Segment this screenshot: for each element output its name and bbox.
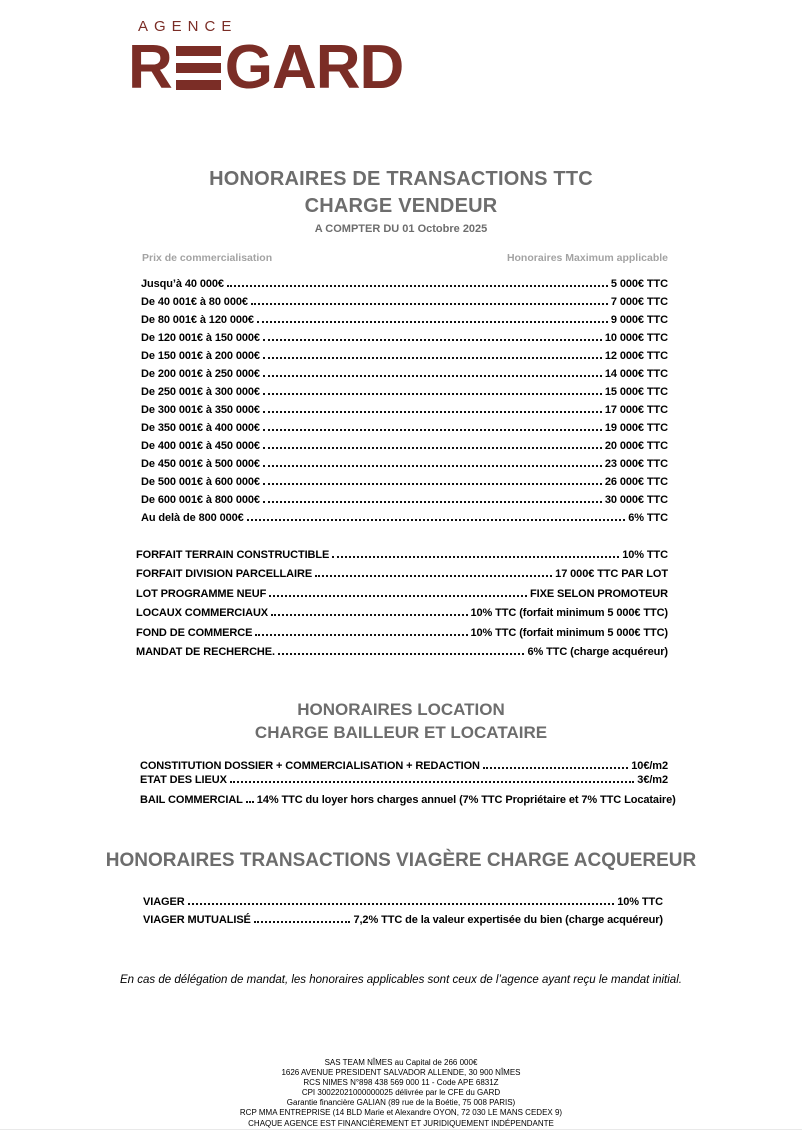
fee-value: 30 000€ TTC	[604, 494, 668, 506]
vendor-section-heading	[0, 166, 802, 235]
logo-letters-gard: GARD	[224, 33, 404, 102]
fee-row	[143, 890, 663, 908]
dotted-leader	[263, 501, 602, 503]
fee-row	[136, 380, 668, 398]
fee-value: 10% TTC (forfait minimum 5 000€ TTC)	[470, 626, 668, 639]
fee-row	[143, 908, 663, 926]
viager-section-heading: HONORAIRES TRANSACTIONS VIAGÈRE CHARGE ACQUEREUR	[105, 850, 697, 871]
fee-label: LOCAUX COMMERCIAUX	[136, 607, 269, 619]
fee-row	[136, 506, 668, 524]
fee-label: De 40 001€ à 80 000€	[141, 296, 248, 308]
fee-value: 20 000€ TTC	[604, 440, 668, 452]
fee-label: De 120 001€ à 150 000€	[141, 332, 260, 344]
fee-value: 5 000€ TTC	[610, 278, 668, 290]
location-fee-rows	[136, 757, 676, 806]
dotted-leader	[263, 483, 602, 485]
legal-footer-line: 1626 AVENUE PRESIDENT SALVADOR ALLENDE, 30 900 NÎMES	[281, 1068, 521, 1078]
fee-row	[136, 344, 668, 362]
delegation-note: En cas de délégation de mandat, les honoraires applicables sont ceux de l’agence ayant reçu le mandat initial.	[120, 973, 682, 986]
dotted-leader	[263, 357, 602, 359]
legal-footer-line: CPI 30022021000000025 délivrée par le CFE du GARD	[301, 1088, 501, 1098]
fee-row	[136, 561, 668, 581]
fee-value: 9 000€ TTC	[610, 314, 668, 326]
vendor-fee-rows	[136, 272, 668, 524]
fee-value: 26 000€ TTC	[604, 476, 668, 488]
dotted-leader	[263, 447, 602, 449]
fee-value: 23 000€ TTC	[604, 458, 668, 470]
fee-row	[136, 398, 668, 416]
dotted-leader	[188, 903, 615, 905]
logo-regard-text	[128, 33, 404, 102]
dotted-leader	[332, 556, 619, 558]
dotted-leader	[271, 614, 467, 616]
fee-row	[136, 619, 668, 639]
dotted-leader	[230, 781, 634, 783]
fee-label: De 250 001€ à 300 000€	[141, 386, 260, 398]
fee-label: Jusqu’à 40 000€	[141, 278, 224, 290]
fee-row	[136, 488, 668, 506]
dotted-leader	[227, 285, 608, 287]
fee-label: De 600 001€ à 800 000€	[141, 494, 260, 506]
legal-footer	[0, 1058, 802, 1129]
fee-value: 14% TTC du loyer hors charges annuel (7% TTC Propriétaire et 7% TTC Locataire)	[256, 794, 676, 806]
fee-value: 6% TTC (charge acquéreur)	[527, 646, 668, 658]
fee-label: FORFAIT DIVISION PARCELLAIRE	[136, 568, 313, 580]
fee-label: De 500 001€ à 600 000€	[141, 476, 260, 488]
fee-value: 6% TTC	[628, 512, 668, 524]
dotted-leader	[263, 465, 602, 467]
fee-value: 10 000€ TTC	[604, 332, 668, 344]
dotted-leader	[246, 801, 254, 803]
fee-label: LOT PROGRAMME NEUF	[136, 587, 267, 600]
viager-fee-rows	[143, 890, 663, 926]
vendor-title-line1: HONORAIRES DE TRANSACTIONS TTC	[209, 168, 593, 190]
fee-value: 7 000€ TTC	[610, 296, 668, 308]
legal-footer-line: CHAQUE AGENCE EST FINANCIÈREMENT ET JURIDIQUEMENT INDÉPENDANTE	[248, 1118, 554, 1128]
fee-row	[136, 757, 668, 772]
fee-row	[136, 362, 668, 380]
fee-label: De 450 001€ à 500 000€	[141, 458, 260, 470]
fee-row	[136, 452, 668, 470]
fee-value: 7,2% TTC de la valeur expertisée du bien (charge acquéreur)	[353, 914, 663, 926]
dotted-leader	[269, 595, 527, 597]
fee-row	[136, 772, 668, 787]
column-header-fees: Honoraires Maximum applicable	[506, 252, 668, 264]
forfait-fee-rows	[136, 541, 668, 658]
fee-row	[136, 470, 668, 488]
fee-row	[136, 639, 668, 659]
logo-e-bars-icon	[176, 46, 221, 90]
location-title-line2: CHARGE BAILLEUR ET LOCATAIRE	[254, 723, 548, 742]
fee-value: 3€/m2	[637, 774, 668, 786]
fee-value: 17 000€ TTC PAR LOT	[555, 568, 668, 580]
effective-date: A COMPTER DU 01 Octobre 2025	[314, 223, 488, 235]
page-bottom-divider	[0, 1129, 802, 1130]
fee-label: De 350 001€ à 400 000€	[141, 422, 260, 434]
legal-footer-line: SAS TEAM NÎMES au Capital de 266 000€	[324, 1058, 478, 1067]
fee-label: CONSTITUTION DOSSIER + COMMERCIALISATION + REDACTION	[140, 759, 480, 772]
fee-label: De 200 001€ à 250 000€	[141, 368, 260, 380]
dotted-leader	[278, 653, 524, 655]
fee-value: 14 000€ TTC	[604, 368, 668, 380]
fee-value: 10% TTC	[622, 548, 668, 561]
fee-row	[136, 434, 668, 452]
legal-footer-line: Garantie financière GALIAN (89 rue de la Boétie, 75 008 PARIS)	[286, 1098, 516, 1108]
fee-row	[136, 416, 668, 434]
table-column-headers	[136, 252, 668, 266]
column-header-price: Prix de commercialisation	[142, 252, 273, 264]
legal-footer-line: RCP MMA ENTREPRISE (14 BLD Marie et Alexandre OYON, 72 030 LE MANS CEDEX 9)	[239, 1108, 563, 1118]
fee-value: 10€/m2	[631, 759, 668, 772]
fee-label: VIAGER MUTUALISÉ	[143, 914, 251, 926]
dotted-leader	[483, 767, 628, 769]
fee-row	[136, 600, 668, 620]
location-title-line1: HONORAIRES LOCATION	[297, 700, 505, 719]
dotted-leader	[251, 303, 608, 305]
fee-label: FOND DE COMMERCE	[136, 626, 253, 639]
fee-value: 19 000€ TTC	[604, 422, 668, 434]
fee-label: MANDAT DE RECHERCHE.	[136, 646, 275, 658]
fee-row	[136, 272, 668, 290]
fee-row	[136, 308, 668, 326]
vendor-fee-table	[136, 252, 668, 524]
fee-value: 15 000€ TTC	[604, 386, 668, 398]
fee-value: 10% TTC	[617, 896, 663, 908]
dotted-leader	[254, 921, 351, 923]
logo-letter-r: R	[128, 33, 172, 102]
fee-label: De 80 001€ à 120 000€	[141, 314, 254, 326]
fee-label: VIAGER	[143, 896, 185, 908]
fee-row	[136, 791, 676, 806]
fee-value: 10% TTC (forfait minimum 5 000€ TTC)	[470, 607, 668, 619]
dotted-leader	[263, 375, 602, 377]
fee-row	[136, 580, 668, 600]
fee-label: FORFAIT TERRAIN CONSTRUCTIBLE	[136, 548, 330, 561]
fee-label: De 400 001€ à 450 000€	[141, 440, 260, 452]
agency-logo	[128, 18, 404, 102]
vendor-title-line2: CHARGE VENDEUR	[304, 195, 498, 217]
dotted-leader	[263, 339, 602, 341]
dotted-leader	[263, 393, 602, 395]
legal-footer-line: RCS NIMES N°898 438 569 000 11 - Code APE 6831Z	[303, 1078, 499, 1088]
fee-value: 12 000€ TTC	[604, 350, 668, 362]
dotted-leader	[263, 429, 602, 431]
fee-label: ETAT DES LIEUX	[140, 774, 227, 786]
dotted-leader	[255, 634, 467, 636]
dotted-leader	[315, 575, 552, 577]
fee-label: Au delà de 800 000€	[141, 512, 244, 524]
fee-label: De 150 001€ à 200 000€	[141, 350, 260, 362]
fee-row	[136, 326, 668, 344]
fee-value: FIXE SELON PROMOTEUR	[530, 587, 668, 600]
dotted-leader	[247, 519, 626, 521]
dotted-leader	[263, 411, 602, 413]
logo-agence-text: AGENCE	[138, 18, 238, 35]
dotted-leader	[257, 321, 608, 323]
fee-row	[136, 290, 668, 308]
location-section-heading	[0, 698, 802, 744]
fee-label: BAIL COMMERCIAL	[140, 794, 243, 806]
fee-row	[136, 541, 668, 561]
fee-value: 17 000€ TTC	[604, 404, 668, 416]
fee-label: De 300 001€ à 350 000€	[141, 404, 260, 416]
